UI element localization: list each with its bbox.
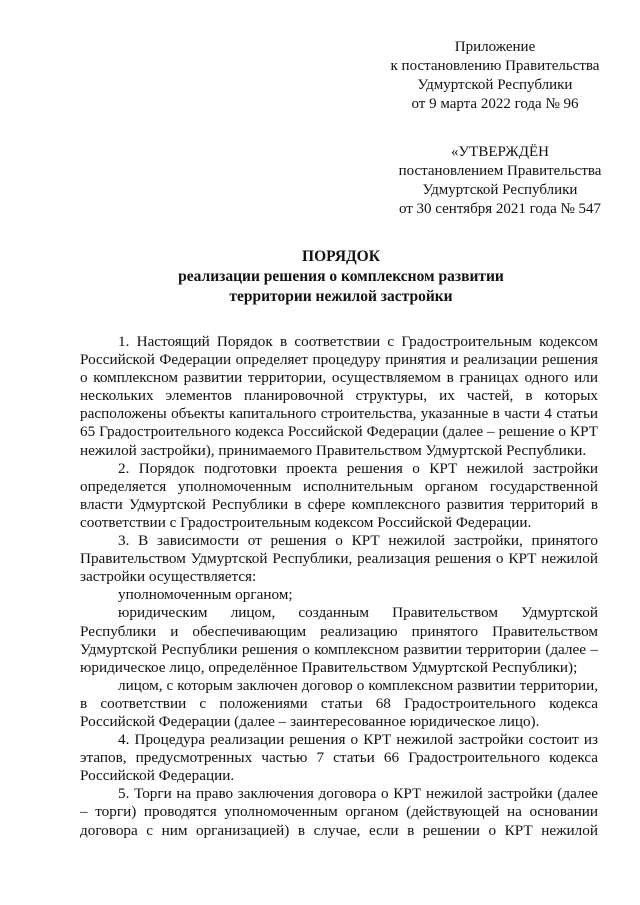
annex-resolution-ref: к постановлению Правительства: [390, 58, 600, 74]
annex-date-number: от 9 марта 2022 года № 96: [411, 96, 579, 112]
approved-label: «УТВЕРЖДЁН: [451, 144, 549, 160]
paragraph-5: 5. Торги на право заключения договора о КРТ нежилой застройки (далее – торги) проводятся уполномоченным органом (действующей на основании договора с ним организацией) в случае, если в решении о КРТ нежилой: [80, 785, 598, 839]
annex-label: Приложение: [454, 39, 536, 55]
paragraph-4: 4. Процедура реализации решения о КРТ нежилой застройки состоит из этапов, предусмотренных частью 7 статьи 66 Градостроительного кодекса Российской Федерации.: [80, 731, 598, 785]
paragraph-2: 2. Порядок подготовки проекта решения о КРТ нежилой застройки определяется уполномоченным исполнительным органом государственной власти Удмуртской Республики в сфере комплексного развития территорий в соответствии с Градостроительным кодексом Российской Федерации.: [80, 459, 598, 531]
paragraph-3-item-1: уполномоченным органом;: [118, 586, 293, 604]
document-title: [80, 247, 602, 307]
annex-region: Удмуртской Республики: [417, 77, 573, 93]
approval-stamp: [380, 143, 620, 219]
document-body: [80, 333, 598, 840]
paragraph-3: 3. В зависимости от решения о КРТ нежилой застройки, принятого Правительством Удмуртской Республики, реализация решения о КРТ нежилой застройки осуществляется:: [80, 532, 598, 586]
paragraph-1: 1. Настоящий Порядок в соответствии с Градостроительным кодексом Российской Федерации определяет процедуру принятия и реализации решения о комплексном развитии территории, осуществляемом в границах одного или нескольких элементов планировочной структуры, их частей, в которых расположены объекты капитального строительства, указанные в части 4 статьи 65 Градостроительного кодекса Российской Федерации (далее – решение о КРТ нежилой застройки), принимаемого Правительством Удмуртской Республики.: [80, 333, 598, 459]
approved-region: Удмуртской Республики: [422, 182, 578, 198]
approved-date-number: от 30 сентября 2021 года № 547: [398, 201, 602, 217]
approved-resolution-ref: постановлением Правительства: [398, 163, 602, 179]
paragraph-3-item-2: юридическим лицом, созданным Правительством Удмуртской Республики и обеспечивающим реализацию принятого Правительством Удмуртской Республики решения о комплексном развитии территории (далее – юридическое лицо, определённое Правительством Удмуртской Республики);: [80, 604, 598, 676]
title-subheading-1: реализации решения о комплексном развитии: [178, 268, 504, 285]
title-heading: ПОРЯДОК: [302, 248, 380, 265]
paragraph-3-item-3: лицом, с которым заключен договор о комплексном развитии территории, в соответствии с положениями статьи 68 Градостроительного кодекса Российской Федерации (далее – заинтересованное юридическое лицо).: [80, 676, 598, 730]
title-subheading-2: территории нежилой застройки: [229, 288, 453, 305]
annex-header: [380, 38, 610, 114]
